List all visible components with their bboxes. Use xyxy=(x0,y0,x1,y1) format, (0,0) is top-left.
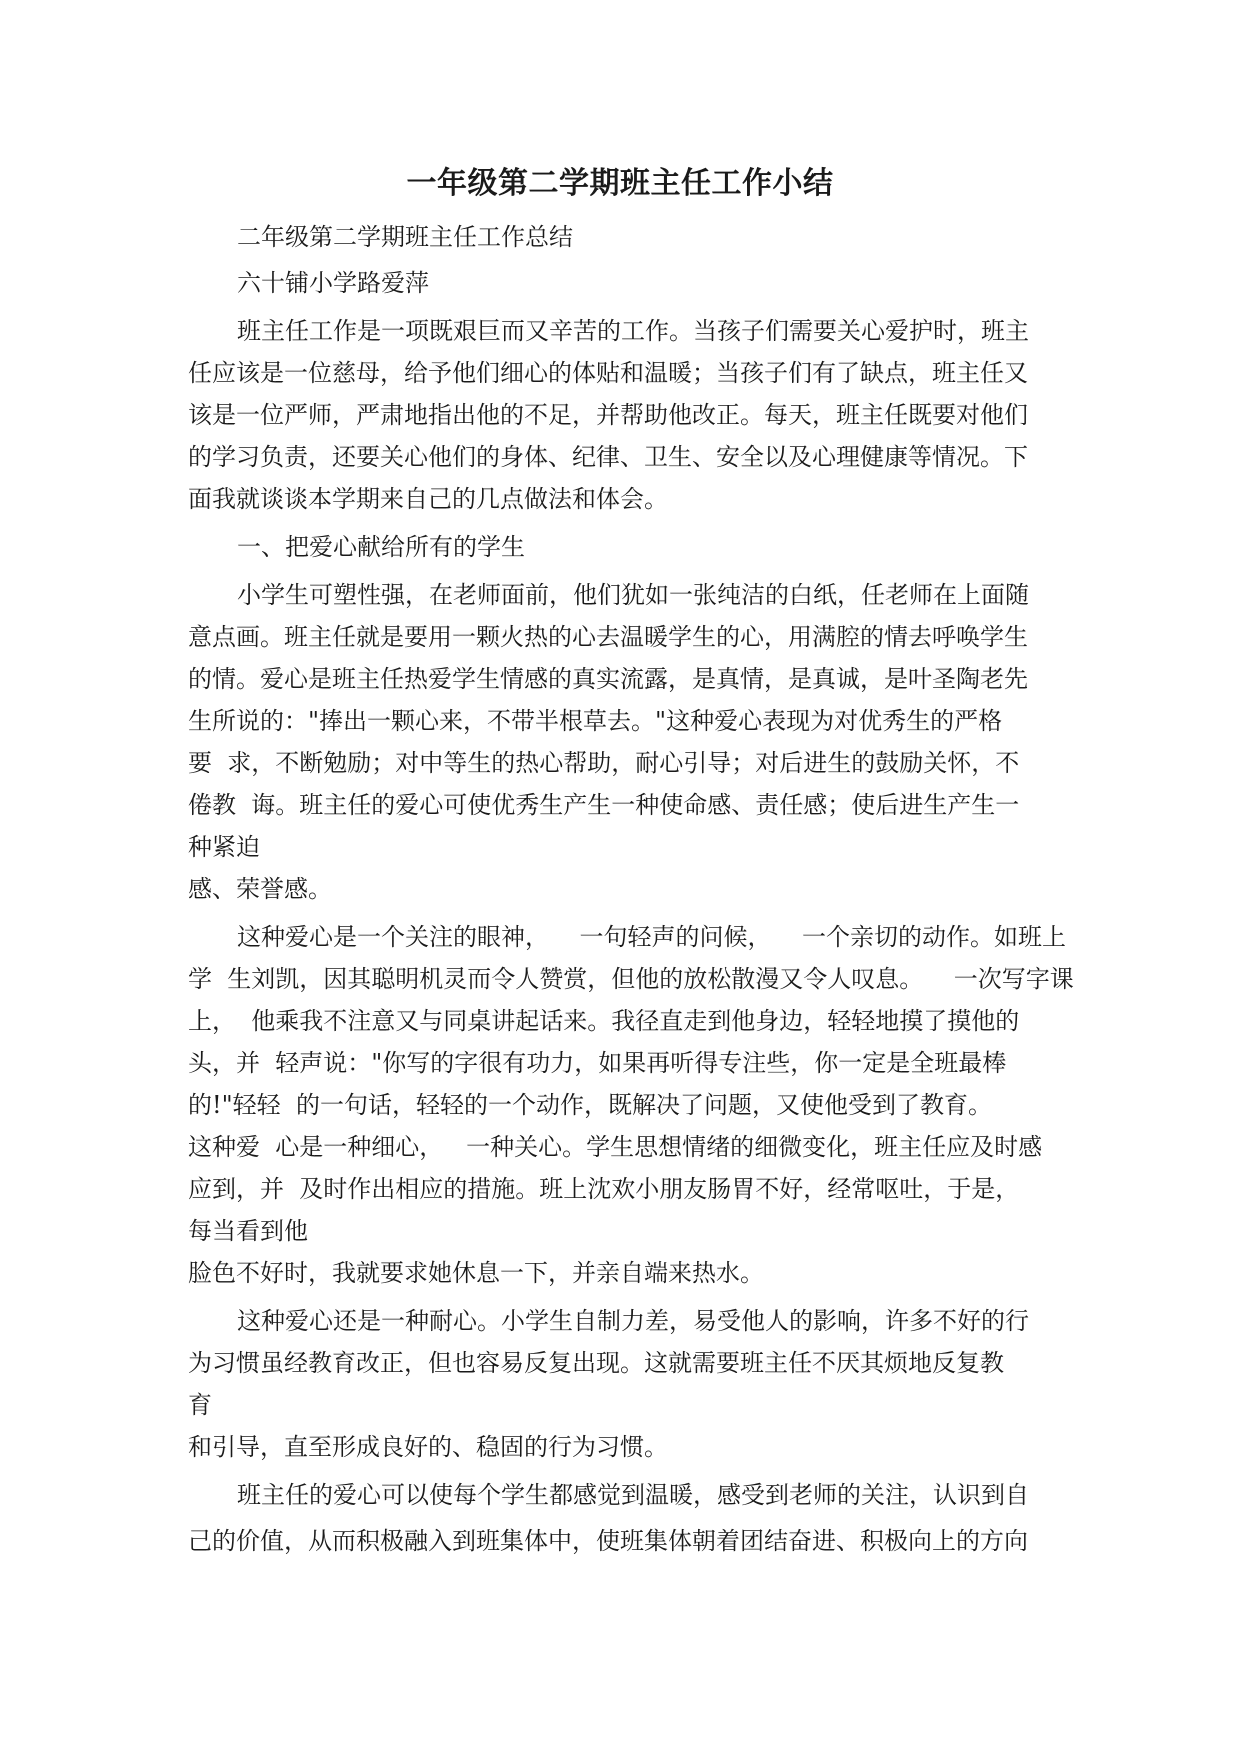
text-line: 要 求，不断勉励；对中等生的热心帮助，耐心引导；对后进生的鼓励关怀，不 xyxy=(188,749,1020,777)
text-line: 六十铺小学路爱萍 xyxy=(237,269,429,297)
text-line: 这种爱 心是一种细心， 一种关心。学生思想情绪的细微变化，班主任应及时感 xyxy=(188,1133,1043,1161)
text-line: 这种爱心是一个关注的眼神， 一句轻声的问候， 一个亲切的动作。如班上 xyxy=(237,923,1067,951)
text-line: 意点画。班主任就是要用一颗火热的心去温暖学生的心，用满腔的情去呼唤学生 xyxy=(188,623,1028,651)
text-line: 一、把爱心献给所有的学生 xyxy=(237,533,525,561)
text-line: 和引导，直至形成良好的、稳固的行为习惯。 xyxy=(188,1433,668,1461)
text-line: 二年级第二学期班主任工作总结 xyxy=(237,223,573,251)
text-line: 的情。爱心是班主任热爱学生情感的真实流露，是真情，是真诚，是叶圣陶老先 xyxy=(188,665,1028,693)
text-line: 面我就谈谈本学期来自己的几点做法和体会。 xyxy=(188,485,668,513)
text-line: 倦教 诲。班主任的爱心可使优秀生产生一种使命感、责任感；使后进生产生一 xyxy=(188,791,1020,819)
text-line: 感、荣誉感。 xyxy=(188,875,332,903)
text-line: 生所说的："捧出一颗心来，不带半根草去。"这种爱心表现为对优秀生的严格 xyxy=(188,707,1003,735)
text-line: 任应该是一位慈母，给予他们细心的体贴和温暖；当孩子们有了缺点，班主任又 xyxy=(188,359,1028,387)
text-line: 学 生刘凯，因其聪明机灵而令人赞赏，但他的放松散漫又令人叹息。 一次写字课 xyxy=(188,965,1074,993)
text-line: 头，并 轻声说："你写的字很有功力，如果再听得专注些，你一定是全班最棒 xyxy=(188,1049,1007,1077)
text-line: 该是一位严师，严肃地指出他的不足，并帮助他改正。每天，班主任既要对他们 xyxy=(188,401,1028,429)
text-line: 这种爱心还是一种耐心。小学生自制力差，易受他人的影响，许多不好的行 xyxy=(237,1307,1029,1335)
text-line: 的学习负责，还要关心他们的身体、纪律、卫生、安全以及心理健康等情况。下 xyxy=(188,443,1028,471)
text-line: 班主任的爱心可以使每个学生都感觉到温暖，感受到老师的关注，认识到自 xyxy=(237,1481,1029,1509)
text-line: 的!"轻轻 的一句话，轻轻的一个动作，既解决了问题，又使他受到了教育。 xyxy=(188,1091,992,1119)
text-line: 为习惯虽经教育改正，但也容易反复出现。这就需要班主任不厌其烦地反复教 xyxy=(188,1349,1004,1377)
text-line: 种紧迫 xyxy=(188,833,260,861)
text-line: 小学生可塑性强，在老师面前，他们犹如一张纯洁的白纸，任老师在上面随 xyxy=(237,581,1029,609)
text-line: 应到，并 及时作出相应的措施。班上沈欢小朋友肠胃不好，经常呕吐，于是， xyxy=(188,1175,1020,1203)
text-line: 脸色不好时，我就要求她休息一下，并亲自端来热水。 xyxy=(188,1259,764,1287)
text-line: 己的价值，从而积极融入到班集体中，使班集体朝着团结奋进、积极向上的方向 xyxy=(188,1527,1028,1555)
text-line: 班主任工作是一项既艰巨而又辛苦的工作。当孩子们需要关心爱护时，班主 xyxy=(237,317,1029,345)
text-line: 上， 他乘我不注意又与同桌讲起话来。我径直走到他身边，轻轻地摸了摸他的 xyxy=(188,1007,1020,1035)
text-line: 育 xyxy=(188,1391,212,1419)
document-title: 一年级第二学期班主任工作小结 xyxy=(406,166,834,201)
text-line: 每当看到他 xyxy=(188,1217,308,1245)
